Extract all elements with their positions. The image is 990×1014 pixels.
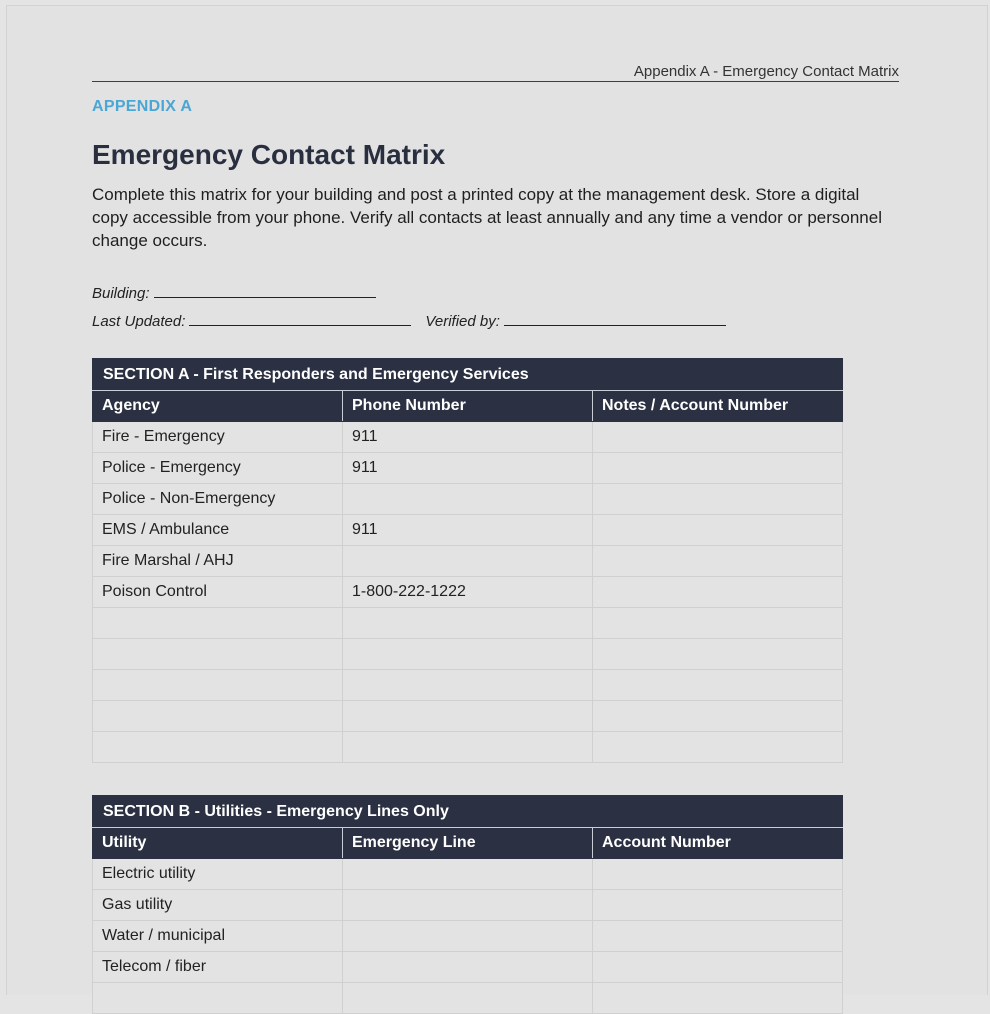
table-row [93,983,843,1014]
table-cell[interactable] [93,732,343,763]
section-b-body [93,859,843,1014]
table-cell[interactable] [593,670,843,701]
column-header: Phone Number [343,391,593,422]
building-field [92,285,376,302]
table-row [93,577,843,608]
column-header: Notes / Account Number [593,391,843,422]
page-title: Emergency Contact Matrix [92,139,446,170]
table-cell[interactable] [593,890,843,921]
table-cell[interactable]: 911 [343,422,593,453]
table-row [93,639,843,670]
section-b-title: SECTION B - Utilities - Emergency Lines Only [93,796,843,828]
running-header-title: Appendix A - Emergency Contact Matrix [633,63,899,80]
table-cell[interactable] [593,732,843,763]
table-cell[interactable] [593,608,843,639]
last-updated-label: Last Updated: [92,313,186,330]
last-updated-blank[interactable] [189,313,411,326]
section-a-body [93,422,843,763]
table-cell[interactable]: Water / municipal [93,921,343,952]
table-cell[interactable]: Telecom / fiber [93,952,343,983]
table-row [93,952,843,983]
table-cell[interactable] [93,670,343,701]
table-cell[interactable] [343,983,593,1014]
table-cell[interactable] [343,608,593,639]
table-cell[interactable] [343,732,593,763]
table-cell[interactable]: Gas utility [93,890,343,921]
table-row [93,422,843,453]
table-cell[interactable]: Police - Non-Emergency [93,484,343,515]
table-cell[interactable]: 911 [343,453,593,484]
verified-by-label: Verified by: [425,313,500,330]
table-cell[interactable] [593,921,843,952]
table-cell[interactable] [593,639,843,670]
appendix-label: APPENDIX A [92,98,193,115]
building-blank[interactable] [154,285,376,298]
section-a-table [92,358,843,763]
update-verify-fields [92,313,726,330]
table-cell[interactable] [593,983,843,1014]
table-cell[interactable] [343,859,593,890]
table-cell[interactable] [343,484,593,515]
table-cell[interactable] [93,639,343,670]
column-header: Utility [93,828,343,859]
column-header: Agency [93,391,343,422]
table-cell[interactable] [593,859,843,890]
table-cell[interactable]: Fire Marshal / AHJ [93,546,343,577]
table-cell[interactable] [593,515,843,546]
section-a-title: SECTION A - First Responders and Emergency Services [93,359,843,391]
table-row [93,484,843,515]
table-cell[interactable]: Poison Control [93,577,343,608]
table-cell[interactable] [593,484,843,515]
column-header: Emergency Line [343,828,593,859]
table-cell[interactable] [343,890,593,921]
column-header: Account Number [593,828,843,859]
table-cell[interactable] [593,453,843,484]
table-row [93,453,843,484]
table-cell[interactable]: Fire - Emergency [93,422,343,453]
table-row [93,701,843,732]
table-cell[interactable] [343,921,593,952]
running-header [92,62,899,82]
table-cell[interactable] [343,670,593,701]
table-row [93,921,843,952]
table-row [93,608,843,639]
intro-paragraph: Complete this matrix for your building and post a printed copy at the management desk. Store a digital copy accessible from your phone. Verify all contacts at least annually and any time a vendor or personnel change occurs. [92,185,882,250]
table-cell[interactable] [343,701,593,732]
table-cell[interactable] [343,546,593,577]
table-cell[interactable] [593,952,843,983]
table-cell[interactable]: Police - Emergency [93,453,343,484]
table-row [93,515,843,546]
table-cell[interactable] [593,546,843,577]
table-cell[interactable] [593,577,843,608]
table-cell[interactable]: EMS / Ambulance [93,515,343,546]
table-cell[interactable] [93,701,343,732]
table-row [93,546,843,577]
table-cell[interactable] [93,608,343,639]
table-row [93,670,843,701]
table-row [93,890,843,921]
table-row [93,859,843,890]
table-cell[interactable]: 911 [343,515,593,546]
building-label: Building: [92,285,150,302]
table-cell[interactable]: 1-800-222-1222 [343,577,593,608]
table-cell[interactable] [593,701,843,732]
table-row [93,732,843,763]
table-cell[interactable] [343,639,593,670]
verified-by-blank[interactable] [504,313,726,326]
table-cell[interactable]: Electric utility [93,859,343,890]
table-cell[interactable] [593,422,843,453]
table-cell[interactable] [93,983,343,1014]
section-b-table [92,795,843,1014]
table-cell[interactable] [343,952,593,983]
